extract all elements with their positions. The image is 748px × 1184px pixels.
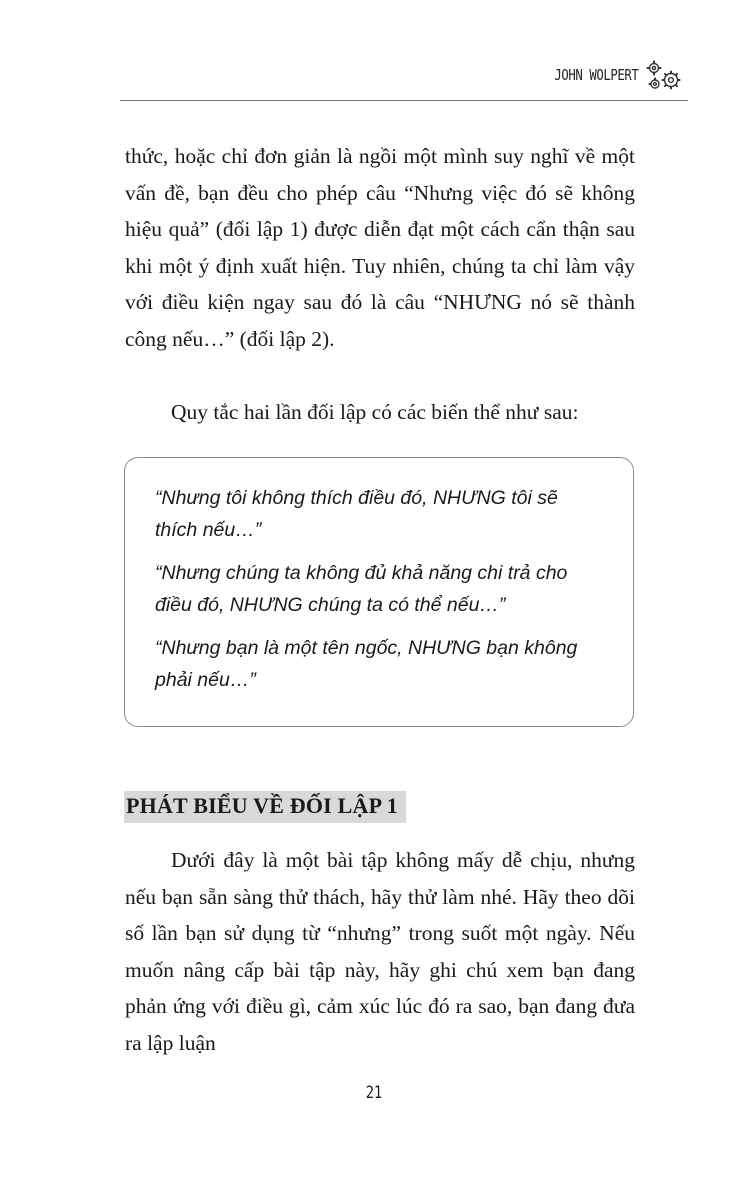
gears-icon [644,58,684,92]
body-paragraph [125,138,635,357]
quote-item: “Nhưng chúng ta không đủ khả năng chi trả cho điều đó, NHƯNG chúng ta có thể nếu…” [155,562,568,616]
paragraph-text: Quy tắc hai lần đối lập có các biến thể như sau: [171,400,579,424]
quote-item: “Nhưng bạn là một tên ngốc, NHƯNG bạn không phải nếu…” [155,637,578,691]
paragraph-text: Dưới đây là một bài tập không mấy dễ chịu, nhưng nếu bạn sẵn sàng thử thách, hãy thử làm nhé. Hãy theo dõi số lần bạn sử dụng từ “nhưng” trong suốt một ngày. Nếu muốn nâng cấp bài tập này, hãy ghi chú xem bạn đang phản ứng với điều gì, cảm xúc lúc đó ra sao, bạn đang đưa ra lập luận [125,848,635,1055]
running-header [536,58,684,92]
paragraph-text: thức, hoặc chỉ đơn giản là ngồi một mình suy nghĩ về một vấn đề, bạn đều cho phép câu “Nhưng việc đó sẽ không hiệu quả” (đối lập 1) được diễn đạt một cách cẩn thận sau khi một ý định xuất hiện. Tuy nhiên, chúng ta chỉ làm vậy với điều kiện ngay sau đó là câu “NHƯNG nó sẽ thành công nếu…” (đối lập 2). [125,144,635,351]
body-paragraph [125,842,635,1061]
section-heading: PHÁT BIỂU VỀ ĐỐI LẬP 1 [124,791,406,823]
page-number: 21 [365,1083,383,1103]
quote-item: “Nhưng tôi không thích điều đó, NHƯNG tôi sẽ thích nếu…” [155,487,558,541]
body-paragraph [125,394,635,431]
quote-box [124,457,634,727]
header-divider [120,100,688,101]
author-name: JOHN WOLPERT [554,66,638,84]
